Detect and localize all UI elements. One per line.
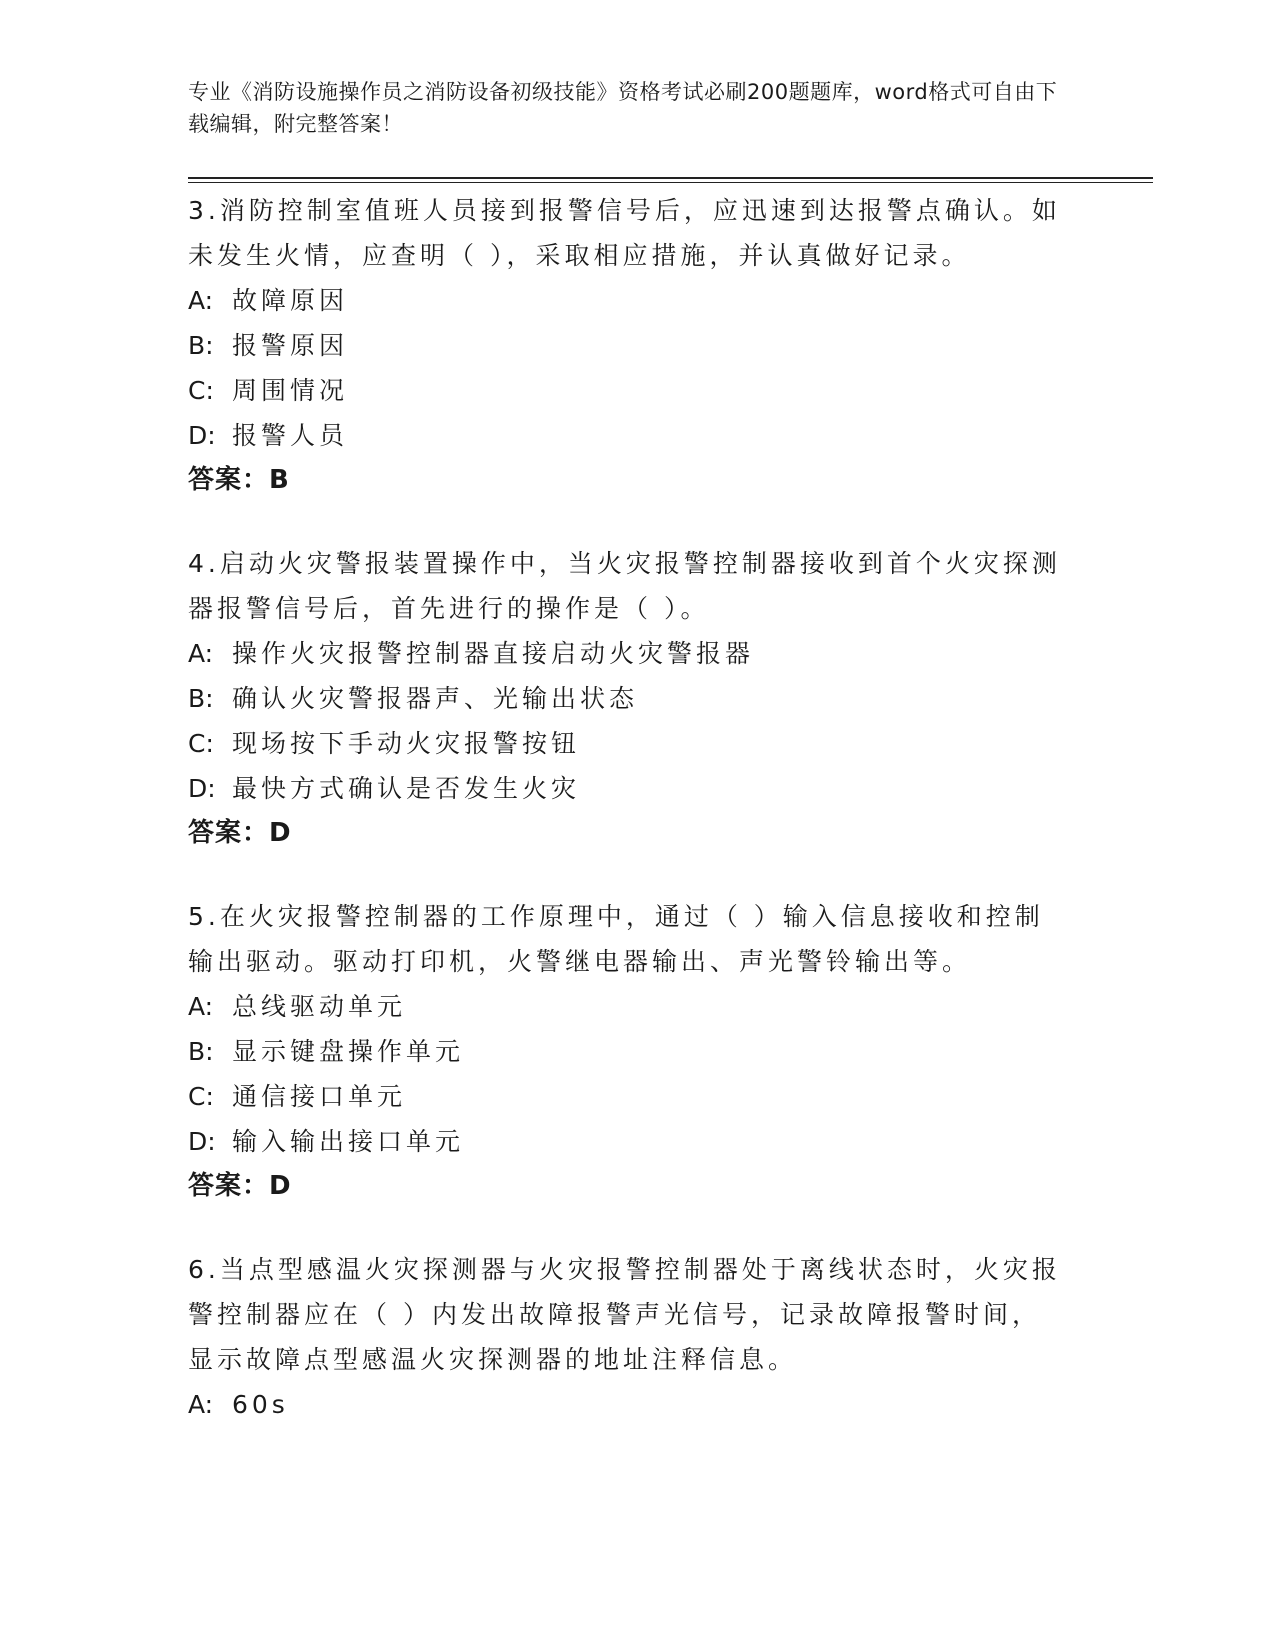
question-text: 3.消防控制室值班人员接到报警信号后，应迅速到达报警点确认。如未发生火情，应查明（ ），采取相应措施，并认真做好记录。 (188, 196, 1061, 270)
option-text: 总线驱动单元 (232, 992, 407, 1021)
question-4 (188, 541, 1068, 856)
option-key: A: (188, 286, 214, 315)
option-c (188, 1074, 1068, 1119)
header-divider-thin (188, 182, 1153, 183)
question-6 (188, 1247, 1068, 1427)
question-text: 6.当点型感温火灾探测器与火灾报警控制器处于离线状态时，火灾报警控制器应在（ ）内发出故障报警声光信号，记录故障报警时间，显示故障点型感温火灾探测器的地址注释信息。 (188, 1255, 1061, 1374)
option-b (188, 676, 1068, 721)
option-text: 60s (232, 1390, 289, 1419)
option-text: 确认火灾警报器声、光输出状态 (232, 684, 639, 713)
option-key: B: (188, 331, 214, 360)
document-header: 专业《消防设施操作员之消防设备初级技能》资格考试必刷200题题库，word格式可自由下载编辑，附完整答案！ (188, 80, 1058, 136)
option-key: A: (188, 1390, 214, 1419)
option-text: 输入输出接口单元 (232, 1127, 465, 1156)
option-key: B: (188, 1037, 214, 1066)
question-text: 4.启动火灾警报装置操作中，当火灾报警控制器接收到首个火灾探测器报警信号后，首先进行的操作是（ ）。 (188, 549, 1061, 623)
option-d (188, 413, 1068, 458)
option-text: 通信接口单元 (232, 1082, 407, 1111)
header-divider (188, 177, 1153, 179)
option-key: C: (188, 1082, 214, 1111)
question-3 (188, 188, 1068, 503)
option-key: D: (188, 774, 216, 803)
option-key: A: (188, 992, 214, 1021)
option-a (188, 631, 1068, 676)
option-key: D: (188, 421, 216, 450)
question-text: 5.在火灾报警控制器的工作原理中，通过（ ）输入信息接收和控制输出驱动。驱动打印机，火警继电器输出、声光警铃输出等。 (188, 902, 1044, 976)
answer-line: 答案：D (188, 818, 292, 848)
option-text: 现场按下手动火灾报警按钮 (232, 729, 581, 758)
option-key: B: (188, 684, 214, 713)
option-key: C: (188, 729, 214, 758)
option-b (188, 1029, 1068, 1074)
option-c (188, 368, 1068, 413)
option-text: 报警原因 (232, 331, 349, 360)
option-text: 最快方式确认是否发生火灾 (232, 774, 581, 803)
answer-line: 答案：B (188, 465, 290, 495)
option-text: 显示键盘操作单元 (232, 1037, 465, 1066)
option-c (188, 721, 1068, 766)
option-a (188, 1382, 1068, 1427)
option-b (188, 323, 1068, 368)
option-text: 操作火灾报警控制器直接启动火灾警报器 (232, 639, 755, 668)
option-text: 故障原因 (232, 286, 349, 315)
option-text: 报警人员 (232, 421, 349, 450)
question-list (188, 188, 1068, 1465)
option-a (188, 278, 1068, 323)
option-key: A: (188, 639, 214, 668)
option-a (188, 984, 1068, 1029)
option-text: 周围情况 (232, 376, 349, 405)
option-d (188, 766, 1068, 811)
option-d (188, 1119, 1068, 1164)
option-key: D: (188, 1127, 216, 1156)
answer-line: 答案：D (188, 1171, 292, 1201)
option-key: C: (188, 376, 214, 405)
question-5 (188, 894, 1068, 1209)
